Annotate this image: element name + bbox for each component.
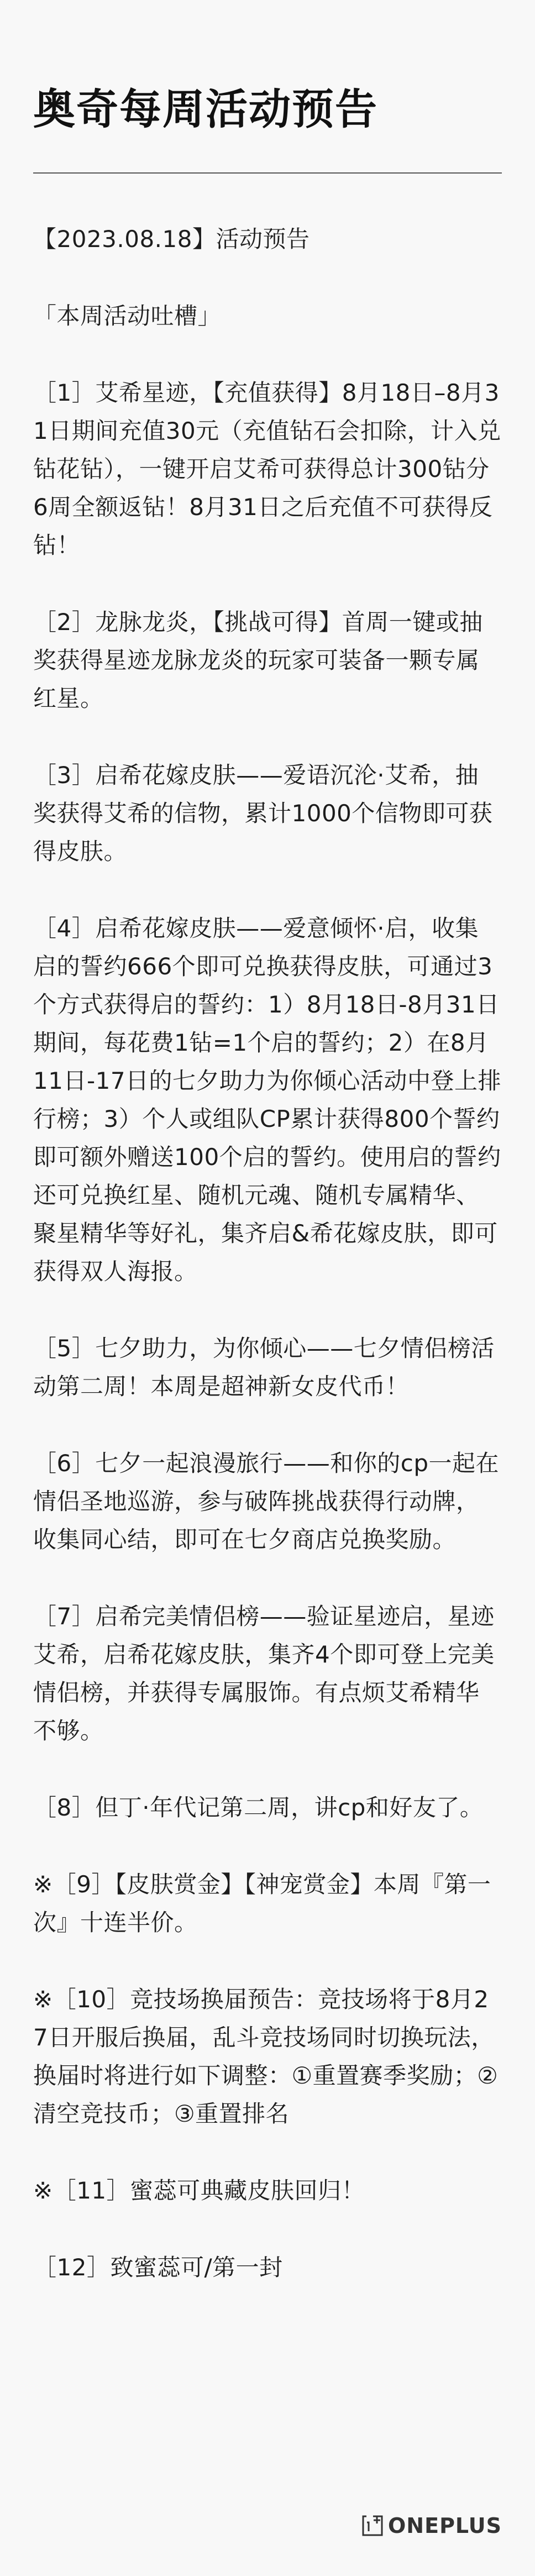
brand-watermark (361, 2514, 502, 2538)
activity-item-5: ［5］七夕助力，为你倾心——七夕情侣榜活动第二周！本周是超神新女皮代币！ (33, 1335, 495, 1400)
activity-item-11: ※［11］蜜蕊可典藏皮肤回归！ (33, 2177, 365, 2204)
activity-item-1: ［1］艾希星迹，【充值获得】8月18日–8月31日期间充值30元（充值钻石会扣除，计入兑钻花钻），一键开启艾希可获得总计300钻分6周全额返钻！8月31日之后充值不可获得反钻！ (33, 379, 501, 559)
activity-item-3: ［3］启希花嫁皮肤——爱语沉沦·艾希，抽奖获得艾希的信物，累计1000个信物即可获得皮肤。 (33, 762, 493, 865)
oneplus-logo-icon (361, 2515, 384, 2537)
activity-item-8: ［8］但丁·年代记第二周，讲cp和好友了。 (33, 1794, 484, 1821)
activity-item-6: ［6］七夕一起浪漫旅行——和你的cp一起在情侣圣地巡游，参与破阵挑战获得行动牌，收集同心结，即可在七夕商店兑换奖励。 (33, 1450, 499, 1553)
title-divider (33, 172, 502, 174)
date-heading: 【2023.08.18】活动预告 (33, 225, 310, 253)
activity-item-12: ［12］致蜜蕊可/第一封 (33, 2254, 283, 2281)
section-heading: 「本周活动吐槽」 (33, 302, 222, 329)
activity-item-7: ［7］启希完美情侣榜——验证星迹启，星迹艾希，启希花嫁皮肤，集齐4个即可登上完美情侣榜，并获得专属服饰。有点烦艾希精华不够。 (33, 1603, 495, 1744)
activity-item-10: ※［10］竞技场换届预告：竞技场将于8月27日开服后换届，乱斗竞技场同时切换玩法，换届时将进行如下调整：①重置赛季奖励；②清空竞技币；③重置排名 (33, 1986, 499, 2127)
article-body (33, 220, 502, 2325)
activity-item-4: ［4］启希花嫁皮肤——爱意倾怀·启，收集启的誓约666个即可兑换获得皮肤，可通过3个方式获得启的誓约：1）8月18日-8月31日期间，每花费1钻=1个启的誓约；2）在8月11日-17日的七夕助力为你倾心活动中登上排行榜；3）个人或组队CP累计获得800个誓约即可额外赠送100个启的誓约。使用启的誓约还可兑换红星、随机元魂、随机专属精华、聚星精华等好礼，集齐启&希花嫁皮肤，即可获得双人海报。 (33, 915, 502, 1285)
brand-text: ONEPLUS (388, 2514, 502, 2538)
article-title: 奥奇每周活动预告 (33, 85, 378, 134)
activity-item-9: ※［9］【皮肤赏金】【神宠赏金】本周『第一次』十连半价。 (33, 1871, 491, 1936)
activity-item-2: ［2］龙脉龙炎，【挑战可得】首周一键或抽奖获得星迹龙脉龙炎的玩家可装备一颗专属红星。 (33, 608, 483, 712)
